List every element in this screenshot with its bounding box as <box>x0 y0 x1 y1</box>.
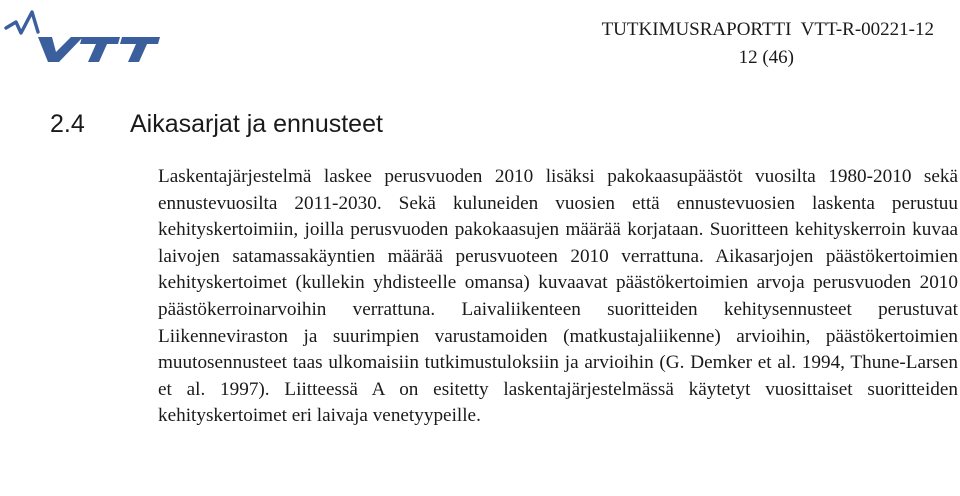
vtt-logo <box>4 6 160 64</box>
section-heading <box>50 110 383 139</box>
body-paragraph: Laskentajärjestelmä laskee perusvuoden 2010 lisäksi pakokaasupäästöt vuosilta 1980-2010 sekä ennustevuosilta 2011-2030. Sekä kuluneiden vuosien että ennustevuosien laskenta perustuu kehityskertoimiin, joilla perusvuoden pakokaasujen määrää korjataan. Suoritteen kehityskerroin kuvaa laivojen satamassakäyntien määrää perusvuoteen 2010 verrattuna. Aikasarjojen päästökertoimien kehityskertoimet (kullekin yhdisteelle omansa) kuvaavat päästökertoimien arvoja perusvuoden 2010 päästökerroinarvoihin verrattuna. Laivaliikenteen suoritteiden kehitysennusteet perustuvat Liikenneviraston ja suurimpien varustamoiden (matkustajaliikenne) arvioihin, päästökertoimien muutosennusteet taas ulkomaisiin tutkimustuloksiin ja arvioihin (G. Demker et al. 1994, Thune-Larsen et al. 1997). Liitteessä A on esitetty laskentajärjestelmässä käytetyt vuosittaiset suoritteiden kehityskertoimet eri laivaja venetyypeille. <box>158 166 958 427</box>
logo-text: VTT <box>4 6 6 7</box>
section-number: 2.4 <box>50 110 85 138</box>
report-header <box>602 16 934 72</box>
section-title: Aikasarjat ja ennusteet <box>130 110 383 138</box>
page-number: 12 (46) <box>738 47 794 68</box>
vtt-logo-graphic <box>4 6 160 64</box>
report-id: TUTKIMUSRAPORTTI VTT-R-00221-12 <box>601 19 934 40</box>
